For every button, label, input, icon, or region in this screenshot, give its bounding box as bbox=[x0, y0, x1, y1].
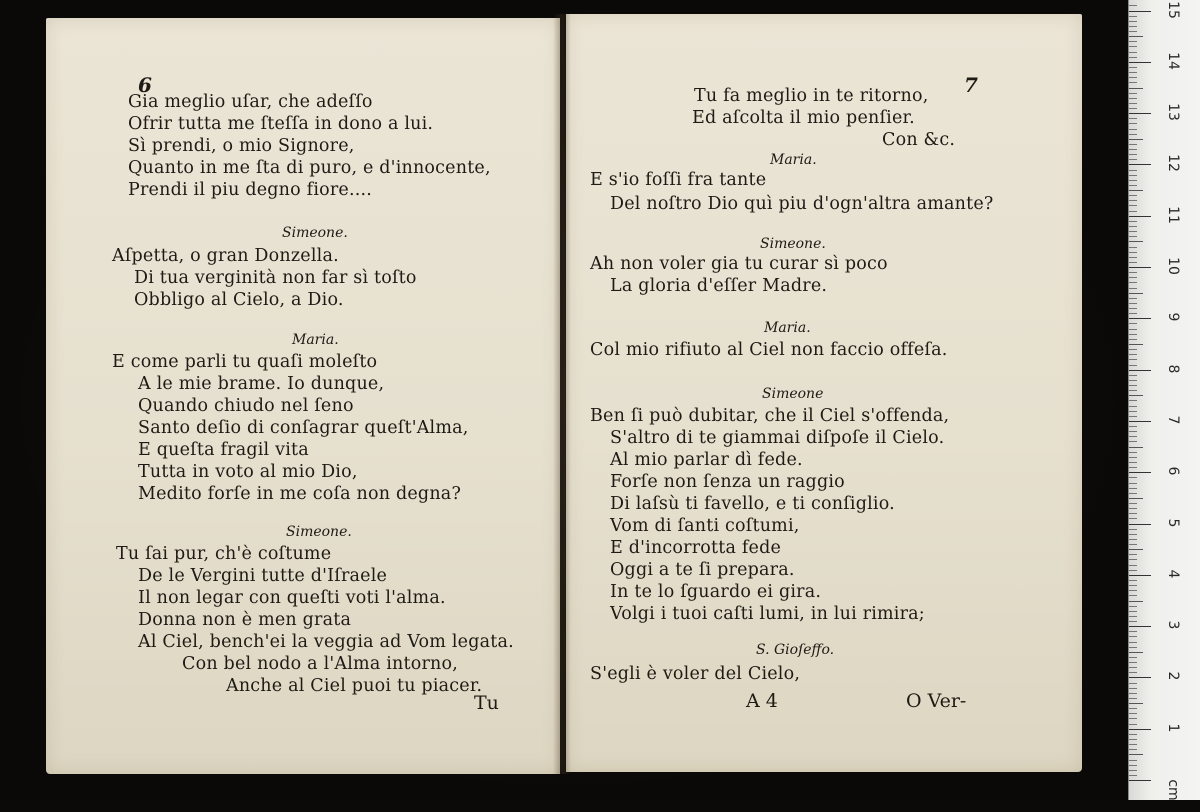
ruler-tick bbox=[1129, 36, 1143, 37]
ruler-tick bbox=[1129, 313, 1137, 314]
text-line: Al Ciel, bench'ei la veggia ad Vom legata. bbox=[138, 632, 514, 652]
ruler-tick bbox=[1129, 380, 1137, 381]
ruler-tick bbox=[1129, 518, 1137, 519]
text-line: A le mie brame. Io dunque, bbox=[138, 374, 385, 394]
ruler-tick bbox=[1129, 544, 1137, 545]
ruler-tick bbox=[1129, 118, 1137, 119]
ruler-tick bbox=[1129, 329, 1137, 330]
ruler-tick bbox=[1129, 549, 1143, 550]
ruler-tick bbox=[1129, 67, 1137, 68]
ruler-tick bbox=[1129, 72, 1137, 73]
ruler-tick bbox=[1129, 483, 1137, 484]
text-line: Del noſtro Dio quì piu d'ogn'altra amante? bbox=[610, 194, 994, 214]
left-page bbox=[46, 18, 560, 774]
text-line: Tutta in voto al mio Dio, bbox=[138, 462, 358, 482]
ruler-tick bbox=[1129, 262, 1137, 263]
catchword: Tu bbox=[474, 692, 499, 714]
ruler-tick bbox=[1129, 390, 1137, 391]
text-line: Ofrir tutta me ſteſſa in dono a lui. bbox=[128, 114, 434, 134]
ruler-tick bbox=[1129, 667, 1137, 668]
speaker-label: Simeone bbox=[762, 386, 824, 402]
ruler-tick bbox=[1129, 534, 1137, 535]
speaker-label: Maria. bbox=[292, 332, 339, 348]
ruler-tick bbox=[1129, 677, 1151, 678]
ruler-tick bbox=[1129, 585, 1137, 586]
ruler-tick bbox=[1129, 185, 1137, 186]
ruler-tick bbox=[1129, 488, 1137, 489]
speaker-label: Simeone. bbox=[760, 236, 826, 252]
text-line: Prendi il piu degno fiore.... bbox=[128, 180, 373, 200]
ruler-tick bbox=[1129, 267, 1151, 268]
ruler-tick bbox=[1129, 611, 1137, 612]
ruler-cm-label: 13 bbox=[1165, 103, 1181, 121]
ruler-tick bbox=[1129, 200, 1137, 201]
ruler-tick bbox=[1129, 765, 1137, 766]
text-line: Quando chiudo nel ſeno bbox=[138, 396, 354, 416]
ruler-tick bbox=[1129, 775, 1137, 776]
text-line: Gia meglio uſar, che adeſſo bbox=[128, 92, 373, 112]
text-line: Obbligo al Cielo, a Dio. bbox=[134, 290, 344, 310]
speaker-label: Maria. bbox=[770, 152, 817, 168]
ruler-tick bbox=[1129, 123, 1137, 124]
ruler-tick bbox=[1129, 98, 1137, 99]
ruler-tick bbox=[1129, 703, 1143, 704]
text-line: Ben ſi può dubitar, che il Ciel s'offenda, bbox=[590, 406, 950, 426]
text-line: Di laſsù ti favello, e ti conſiglio. bbox=[610, 494, 895, 514]
ruler-tick bbox=[1129, 467, 1137, 468]
ruler-tick bbox=[1129, 590, 1137, 591]
text-line: Anche al Ciel puoi tu piacer. bbox=[226, 676, 483, 696]
ruler-tick bbox=[1129, 26, 1137, 27]
ruler-cm-label: 3 bbox=[1165, 620, 1181, 630]
ruler-tick bbox=[1129, 734, 1137, 735]
speaker-label: Simeone. bbox=[286, 524, 352, 540]
ruler-tick bbox=[1129, 472, 1151, 473]
text-line: Sì prendi, o mio Signore, bbox=[128, 136, 355, 156]
ruler-tick bbox=[1129, 421, 1151, 422]
ruler-tick bbox=[1129, 359, 1137, 360]
ruler-tick bbox=[1129, 718, 1137, 719]
ruler-tick bbox=[1129, 354, 1137, 355]
ruler-cm-label: 7 bbox=[1165, 415, 1181, 425]
ruler-tick bbox=[1129, 416, 1137, 417]
ruler-tick bbox=[1129, 52, 1137, 53]
text-line: E s'io foſſi fra tante bbox=[590, 170, 767, 190]
text-line: Medito forſe in me coſa non degna? bbox=[138, 484, 462, 504]
ruler-tick bbox=[1129, 688, 1137, 689]
ruler-tick bbox=[1129, 724, 1137, 725]
ruler-tick bbox=[1129, 323, 1137, 324]
ruler-tick bbox=[1129, 318, 1151, 319]
ruler-cm-label: 5 bbox=[1165, 518, 1181, 527]
text-line: De le Vergini tutte d'Iſraele bbox=[138, 566, 388, 586]
text-line: In te lo ſguardo ei gira. bbox=[610, 582, 822, 602]
ruler-tick bbox=[1129, 744, 1137, 745]
ruler-tick bbox=[1129, 370, 1151, 371]
ruler-cm-label: 10 bbox=[1165, 257, 1181, 275]
text-line: Con bel nodo a l'Alma intorno, bbox=[182, 654, 458, 674]
book-gutter bbox=[553, 14, 571, 774]
ruler-tick bbox=[1129, 375, 1137, 376]
ruler-tick bbox=[1129, 616, 1137, 617]
ruler-tick bbox=[1129, 57, 1137, 58]
ruler-tick bbox=[1129, 524, 1151, 525]
ruler-tick bbox=[1129, 693, 1137, 694]
ruler-tick bbox=[1129, 580, 1137, 581]
ruler-tick bbox=[1129, 385, 1137, 386]
ruler-tick bbox=[1129, 647, 1137, 648]
text-line: S'altro di te giammai diſpoſe il Cielo. bbox=[610, 428, 945, 448]
text-line: Forſe non ſenza un raggio bbox=[610, 472, 845, 492]
page-number-left: 6 bbox=[138, 73, 152, 97]
ruler-tick bbox=[1129, 221, 1137, 222]
text-line: Tu ſai pur, ch'è coſtume bbox=[116, 544, 332, 564]
ruler-cm-label: 12 bbox=[1165, 154, 1181, 173]
text-line: Quanto in me ſta di puro, e d'innocente, bbox=[128, 158, 491, 178]
ruler-tick bbox=[1129, 595, 1137, 596]
ruler-tick bbox=[1129, 308, 1137, 309]
ruler-tick bbox=[1129, 513, 1137, 514]
ruler-tick bbox=[1129, 154, 1137, 155]
ruler-tick bbox=[1129, 426, 1137, 427]
ruler-tick bbox=[1129, 657, 1137, 658]
ruler-tick bbox=[1129, 631, 1137, 632]
ruler-tick bbox=[1129, 205, 1137, 206]
ruler-tick bbox=[1129, 729, 1151, 730]
ruler-tick bbox=[1129, 642, 1137, 643]
ruler-tick bbox=[1129, 170, 1137, 171]
ruler-tick bbox=[1129, 621, 1137, 622]
ruler-tick bbox=[1129, 31, 1137, 32]
text-line: Donna non è men grata bbox=[138, 610, 352, 630]
ruler-tick bbox=[1129, 180, 1137, 181]
ruler-tick bbox=[1129, 149, 1137, 150]
text-line: Ed aſcolta il mio penſier. bbox=[692, 108, 915, 128]
page-number-right: 7 bbox=[964, 73, 978, 97]
ruler-tick bbox=[1129, 636, 1137, 637]
ruler-tick bbox=[1129, 493, 1137, 494]
ruler-tick bbox=[1129, 559, 1137, 560]
signature-mark: A 4 bbox=[746, 690, 778, 712]
ruler-tick bbox=[1129, 739, 1137, 740]
ruler-tick bbox=[1129, 5, 1137, 6]
text-line: Vom di ſanti coſtumi, bbox=[610, 516, 800, 536]
text-line: S'egli è voler del Cielo, bbox=[590, 664, 801, 684]
ruler-tick bbox=[1129, 62, 1151, 63]
ruler-tick bbox=[1129, 159, 1137, 160]
measuring-ruler bbox=[1128, 0, 1200, 800]
ruler-tick bbox=[1129, 303, 1137, 304]
speaker-label: Simeone. bbox=[282, 225, 348, 241]
text-line: Il non legar con queſti voti l'alma. bbox=[138, 588, 446, 608]
text-line: Santo deſio di conſagrar queſt'Alma, bbox=[138, 418, 469, 438]
ruler-tick bbox=[1129, 606, 1137, 607]
ruler-tick bbox=[1129, 760, 1137, 761]
ruler-tick bbox=[1129, 780, 1151, 781]
text-line: Ah non voler gia tu curar sì poco bbox=[590, 254, 888, 274]
ruler-tick bbox=[1129, 462, 1137, 463]
ruler-cm-label: 15 bbox=[1165, 0, 1181, 19]
ruler-tick bbox=[1129, 298, 1137, 299]
ruler-tick bbox=[1129, 241, 1143, 242]
ruler-tick bbox=[1129, 134, 1137, 135]
ruler-tick bbox=[1129, 441, 1137, 442]
ruler-cm-label: 6 bbox=[1165, 466, 1181, 476]
ruler-tick bbox=[1129, 93, 1137, 94]
ruler-cm-label: 14 bbox=[1165, 51, 1181, 70]
ruler-cm-label: 2 bbox=[1165, 671, 1181, 681]
ruler-tick bbox=[1129, 447, 1143, 448]
ruler-tick bbox=[1129, 236, 1137, 237]
ruler-unit-label: cm bbox=[1165, 779, 1181, 801]
ruler-tick bbox=[1129, 708, 1137, 709]
text-line: La gloria d'eſſer Madre. bbox=[610, 276, 828, 296]
ruler-tick bbox=[1129, 231, 1137, 232]
ruler-tick bbox=[1129, 406, 1137, 407]
ruler-tick bbox=[1129, 21, 1137, 22]
ruler-tick bbox=[1129, 11, 1151, 12]
ruler-tick bbox=[1129, 349, 1137, 350]
ruler-cm-label: 1 bbox=[1165, 723, 1181, 733]
ruler-tick bbox=[1129, 293, 1143, 294]
ruler-tick bbox=[1129, 129, 1137, 130]
ruler-cm-label: 8 bbox=[1165, 364, 1181, 374]
ruler-tick bbox=[1129, 575, 1151, 576]
ruler-tick bbox=[1129, 252, 1137, 253]
ruler-tick bbox=[1129, 226, 1137, 227]
ruler-tick bbox=[1129, 411, 1137, 412]
ruler-tick bbox=[1129, 457, 1137, 458]
ruler-tick bbox=[1129, 144, 1137, 145]
text-line: Al mio parlar dì fede. bbox=[610, 450, 803, 470]
ruler-tick bbox=[1129, 103, 1137, 104]
ruler-tick bbox=[1129, 282, 1137, 283]
ruler-tick bbox=[1129, 749, 1137, 750]
ruler-tick bbox=[1129, 662, 1137, 663]
speaker-label: Maria. bbox=[764, 320, 811, 336]
ruler-tick bbox=[1129, 565, 1137, 566]
ruler-tick bbox=[1129, 601, 1143, 602]
ruler-tick bbox=[1129, 113, 1151, 114]
ruler-tick bbox=[1129, 770, 1137, 771]
ruler-tick bbox=[1129, 698, 1137, 699]
ruler-tick bbox=[1129, 344, 1143, 345]
ruler-tick bbox=[1129, 190, 1143, 191]
ruler-tick bbox=[1129, 754, 1143, 755]
ruler-tick bbox=[1129, 139, 1143, 140]
ruler-tick bbox=[1129, 16, 1137, 17]
text-line: E d'incorrotta fede bbox=[610, 538, 782, 558]
ruler-tick bbox=[1129, 652, 1143, 653]
ruler-tick bbox=[1129, 164, 1151, 165]
ruler-tick bbox=[1129, 570, 1137, 571]
ruler-tick bbox=[1129, 41, 1137, 42]
ruler-tick bbox=[1129, 554, 1137, 555]
ruler-tick bbox=[1129, 334, 1137, 335]
ruler-tick bbox=[1129, 288, 1137, 289]
text-line: Aſpetta, o gran Donzella. bbox=[112, 246, 339, 266]
ruler-tick bbox=[1129, 365, 1137, 366]
speaker-label: S. Gioſeffo. bbox=[756, 642, 835, 658]
ruler-tick bbox=[1129, 539, 1137, 540]
ruler-tick bbox=[1129, 195, 1137, 196]
ruler-tick bbox=[1129, 77, 1137, 78]
ruler-tick bbox=[1129, 436, 1137, 437]
ruler-tick bbox=[1129, 477, 1137, 478]
ruler-cm-label: 11 bbox=[1165, 205, 1181, 224]
right-page bbox=[566, 14, 1082, 772]
ruler-tick bbox=[1129, 272, 1137, 273]
ruler-tick bbox=[1129, 211, 1137, 212]
ruler-tick bbox=[1129, 216, 1151, 217]
ruler-cm-label: 9 bbox=[1165, 312, 1181, 322]
ruler-tick bbox=[1129, 108, 1137, 109]
ruler-tick bbox=[1129, 339, 1137, 340]
ruler-tick bbox=[1129, 508, 1137, 509]
ruler-tick bbox=[1129, 626, 1151, 627]
text-line: Volgi i tuoi caſti lumi, in lui rimira; bbox=[610, 604, 925, 624]
text-line: E queſta fragil vita bbox=[138, 440, 309, 460]
ruler-tick bbox=[1129, 503, 1137, 504]
ruler-tick bbox=[1129, 82, 1137, 83]
text-line: Con &c. bbox=[882, 130, 956, 150]
ruler-tick bbox=[1129, 88, 1143, 89]
ruler-tick bbox=[1129, 529, 1137, 530]
ruler-tick bbox=[1129, 175, 1137, 176]
text-line: Oggi a te ſi prepara. bbox=[610, 560, 795, 580]
ruler-tick bbox=[1129, 683, 1137, 684]
text-line: Tu fa meglio in te ritorno, bbox=[694, 86, 929, 106]
ruler-tick bbox=[1129, 400, 1137, 401]
ruler-cm-label: 4 bbox=[1165, 569, 1181, 579]
text-line: Col mio rifiuto al Ciel non faccio offeſa. bbox=[590, 340, 948, 360]
text-line: Di tua verginità non far sì toſto bbox=[134, 268, 417, 288]
ruler-tick bbox=[1129, 431, 1137, 432]
ruler-tick bbox=[1129, 257, 1137, 258]
ruler-tick bbox=[1129, 395, 1143, 396]
text-line: E come parli tu quaſi moleſto bbox=[112, 352, 378, 372]
ruler-tick bbox=[1129, 277, 1137, 278]
ruler-tick bbox=[1129, 713, 1137, 714]
ruler-tick bbox=[1129, 672, 1137, 673]
ruler-tick bbox=[1129, 498, 1143, 499]
ruler-tick bbox=[1129, 46, 1137, 47]
ruler-tick bbox=[1129, 452, 1137, 453]
ruler-tick bbox=[1129, 247, 1137, 248]
catchword: O Ver- bbox=[906, 690, 967, 712]
